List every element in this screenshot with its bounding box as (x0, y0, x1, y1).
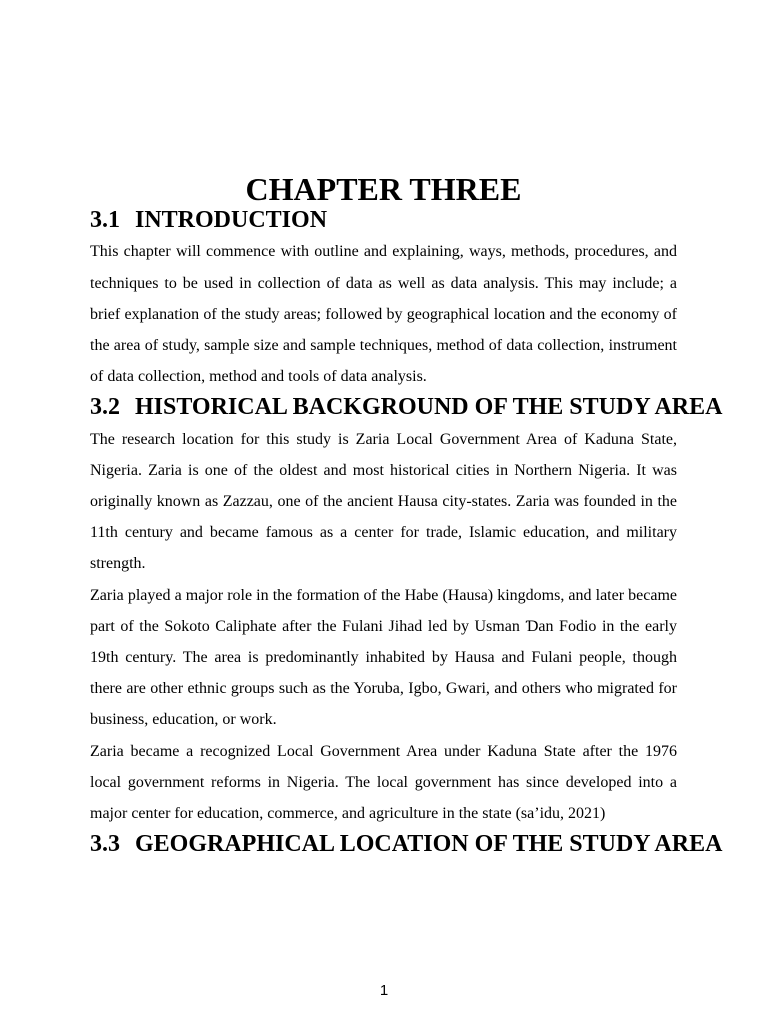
paragraph: Zaria played a major role in the formation of the Habe (Hausa) kingdoms, and later became part of the Sokoto Caliphate after the Fulani Jihad led by Usman Ɗan Fodio in the early 19th century. The area is predominantly inhabited by Hausa and Fulani people, though there are other ethnic groups such as the Yoruba, Igbo, Gwari, and others who migrated for business, education, or work. (90, 586, 677, 729)
paragraph: The research location for this study is Zaria Local Government Area of Kaduna State, Nigeria. Zaria is one of the oldest and most historical cities in Northern Nigeria. It was originally known as Zazzau, one of the ancient Hausa city-states. Zaria was founded in the 11th century and became famous as a center for trade, Islamic education, and military strength. (90, 430, 677, 573)
section-title: HISTORICAL BACKGROUND OF THE STUDY AREA (135, 394, 723, 421)
section-title: INTRODUCTION (135, 207, 328, 234)
section-heading-geographical-location (90, 829, 723, 860)
section-heading-historical-background (90, 392, 723, 423)
paragraph: Zaria became a recognized Local Government Area under Kaduna State after the 1976 local government reforms in Nigeria. The local government has since developed into a major center for education, commerce, and agriculture in the state (sa’idu, 2021) (90, 742, 677, 823)
page-body (90, 171, 723, 860)
section-number: 3.2 (90, 394, 120, 421)
section-title: GEOGRAPHICAL LOCATION OF THE STUDY AREA (135, 831, 723, 858)
chapter-title: CHAPTER THREE (245, 171, 522, 207)
section-number: 3.3 (90, 831, 120, 858)
section-heading-introduction (90, 205, 677, 236)
page-number: 1 (379, 982, 389, 999)
section-number: 3.1 (90, 207, 120, 234)
paragraph: This chapter will commence with outline and explaining, ways, methods, procedures, and techniques to be used in collection of data as well as data analysis. This may include; a brief explanation of the study areas; followed by geographical location and the economy of the area of study, sample size and sample techniques, method of data collection, instrument of data collection, method and tools of data analysis. (90, 243, 677, 386)
